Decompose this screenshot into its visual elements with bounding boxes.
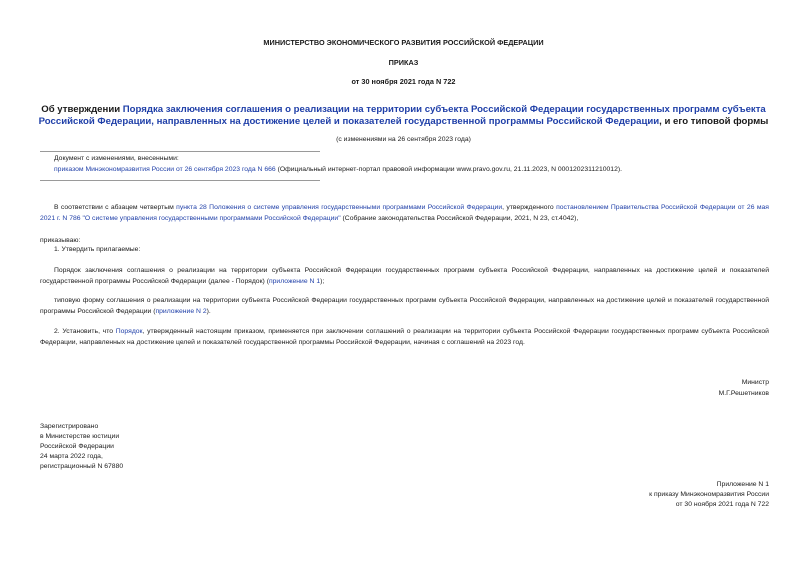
item-2-start: 2. Установить, что [54,328,116,335]
registration-line: Зарегистрировано [40,423,99,430]
appendix-line: Приложение N 1 [716,481,769,488]
title-prefix: Об утверждении [41,104,123,115]
appendix-2-link[interactable]: приложение N 2 [155,307,207,315]
paragraph-form [40,296,769,317]
paragraph-form-text: типовую форму соглашения о реализации на территории субъекта Российской Федерации государственных программ субъекта Российской Федерации, направленных на достижение целей и показателей государственной программы Российской Федерации ( [40,297,769,315]
ministry-heading: МИНИСТЕРСТВО ЭКОНОМИЧЕСКОГО РАЗВИТИЯ РОССИЙСКОЙ ФЕДЕРАЦИИ [263,38,544,47]
registration-line: в Министерстве юстиции [40,433,120,440]
item-2 [40,327,769,348]
paragraph-order [40,266,769,287]
registration-block [40,422,123,472]
signature-position: Министр [741,379,769,386]
registration-line: Российской Федерации [40,443,114,450]
paragraph-form-end: ). [206,307,211,315]
paragraph-order-text: Порядок заключения соглашения о реализации на территории субъекта Российской Федерации государственных программ субъекта Российской Федерации, направленных на достижение целей и показателей государственной программы Российской Федерации (далее - Порядок) ( [40,267,769,285]
appendix-header [509,480,769,510]
title-suffix: , и его типовой формы [659,116,769,127]
signature-block [569,378,769,399]
item-2-rest: , утвержденный настоящим приказом, применяется при заключении соглашений о реализации на территории субъекта Российской Федерации государственных программ субъекта Российской Федерации, направленных на достижение целей и показателей государственной программы Российской Федерации, начиная с соглашений на 2023 год. [40,328,769,346]
preamble-text-3: (Собрание законодательства Российской Федерации, 2021, N 23, ст.4042), [340,214,579,222]
doc-type-heading: ПРИКАЗ [388,58,419,67]
changes-source: (Официальный интернет-портал правовой информации www.pravo.gov.ru, 21.11.2023, N 0001202311210012). [275,166,623,173]
changes-intro: Документ с изменениями, внесенными: [54,155,179,162]
appendix-1-link[interactable]: приложение N 1 [268,277,321,285]
preamble-text-1: В соответствии с абзацем четвертым [54,204,177,211]
changes-detail [54,165,622,176]
preamble-paragraph [40,203,769,224]
changes-bottom-rule [40,180,320,181]
item-1: 1. Утвердить прилагаемые: [54,246,141,253]
changes-top-rule [40,151,320,152]
title-order-link[interactable]: Порядка заключения соглашения о реализации на территории субъекта Российской Федерации государственных программ субъекта Российской Федерации, направленных на достижение целей и показателей государственной программы Российской Федерации [38,104,766,127]
doc-date-heading: от 30 ноября 2021 года N 722 [351,77,456,86]
signature-name: М.Г.Решетников [718,389,769,397]
order-word: приказываю: [40,237,81,244]
registration-line: регистрационный N 67880 [40,463,124,470]
registration-line: 24 марта 2022 года, [40,453,103,460]
preamble-regulation-link[interactable]: пункта 28 Положения о системе управления государственными программами Российской Федерации [176,204,503,211]
appendix-line: к приказу Минэкономразвития России [649,491,769,498]
preamble-resolution-link[interactable]: постановлением Правительства Российской Федерации от 26 мая 2021 г. N 786 "О системе управления государственными программами Российской Федерации" [40,204,769,222]
revision-note: (с изменениями на 26 сентября 2023 года) [336,136,471,143]
changes-order-link[interactable]: приказом Минэкономразвития России от 26 сентября 2023 года N 666 [54,166,276,173]
paragraph-order-end: ); [320,277,325,285]
preamble-text-2: , утвержденного [502,204,557,211]
document-title [36,104,771,128]
procedure-link[interactable]: Порядок [115,328,143,335]
appendix-line: от 30 ноября 2021 года N 722 [675,501,769,508]
